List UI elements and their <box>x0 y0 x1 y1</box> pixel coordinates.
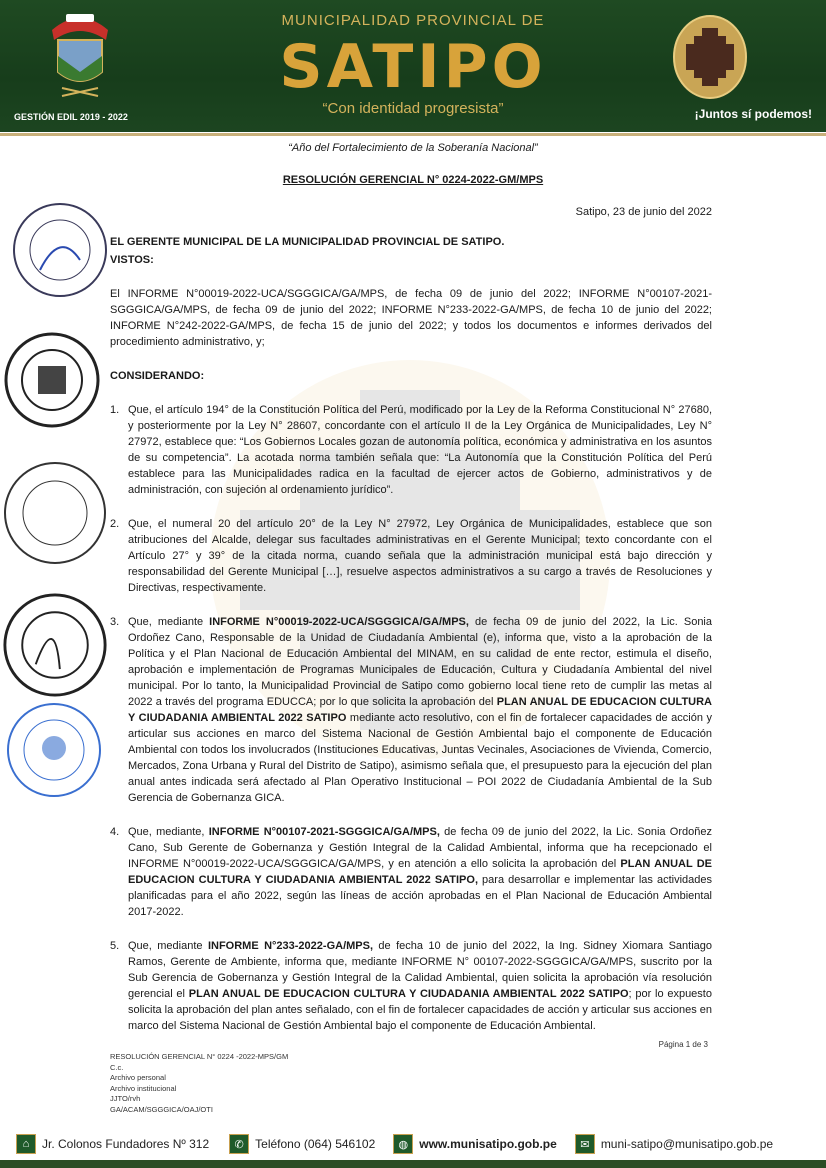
vistos-text: El INFORME N°00019-2022-UCA/SGGGICA/GA/MPS, de fecha 09 de junio del 2022; INFORME N°00107-2021-SGGGICA/GA/MPS, de fecha 09 de junio del 2022; INFORME N°233-2022-GA/MPS, de fecha 10 de junio del 2022; INFORME N°242-2022-GA/MPS, de fecha 15 de junio del 2022; y todos los documentos e informes derivados del procedimiento administrativo, y; <box>110 288 712 348</box>
bold-reference: PLAN ANUAL DE EDUCACION CULTURA Y CIUDADANIA AMBIENTAL 2022 SATIPO <box>128 696 712 724</box>
document-body <box>110 234 712 1034</box>
website-link[interactable]: www.munisatipo.gob.pe <box>419 1137 557 1151</box>
note-line: Archivo personal <box>110 1073 166 1082</box>
text-segment: ; por lo expuesto solicita la aprobación del plan antes señalado, con el fin de fortalecer capacidades de acción y articular sus acciones en marco del Sistema Nacional de Gestión Ambiental bajo el componente de Educación Ambiental. <box>128 988 712 1032</box>
distribution-notes <box>110 1052 288 1115</box>
address: Jr. Colonos Fundadores Nº 312 <box>42 1137 210 1151</box>
note-line: Archivo institucional <box>110 1083 177 1093</box>
text-segment: mediante acto resolutivo, con el fin de fortalecer capacidades de acción y articular sus acciones en marco del Sistema Nacional de Gestión Ambiental bajo el componente de Educación Ambiental con todos los involucrados (Instituciones Educativas, Juntas Vecinales, Asociaciones de Vivienda, Comercio, Mercados, Zona Urbana y Rural del Distrito de Satipo), asimismo señala que, el presupuesto para la ejecución del plan anual antes indicada será afectado al Plan Operativo Institucional – POI 2022 de Ciudadanía Ambiental de la Sub Gerencia de Gobernanza GICA. <box>128 712 712 804</box>
note-line: GA/ACAM/SGGGICA/OAJ/OTI <box>110 1104 213 1114</box>
administration-period: GESTIÓN EDIL 2019 - 2022 <box>14 112 128 122</box>
home-icon: ⌂ <box>16 1134 36 1154</box>
item-text <box>128 938 712 1034</box>
considerando-item-4 <box>110 824 712 920</box>
bold-reference: PLAN ANUAL DE EDUCACION CULTURA Y CIUDADANIA AMBIENTAL 2022 SATIPO <box>188 988 629 1000</box>
text-segment: para desarrollar e implementar las actividades planificadas para el año 2022, según las líneas de acción aprobadas en el Plan Nacional de Educación Ambiental 2017-2022. <box>128 874 712 918</box>
mail-icon: ✉ <box>575 1134 595 1154</box>
stamp-gerencia-municipal <box>10 200 110 300</box>
page-indicator: Página 1 de 3 <box>658 1040 708 1049</box>
email-link[interactable]: muni-satipo@munisatipo.gob.pe <box>600 1137 774 1151</box>
item-text <box>128 824 712 920</box>
item-text <box>128 402 712 498</box>
note-line: JJTO/rvh <box>110 1094 141 1103</box>
phone: Teléfono (064) 546102 <box>255 1137 376 1151</box>
item-number: 3. <box>110 616 120 628</box>
bold-reference: INFORME N°00019-2022-UCA/SGGGICA/GA/MPS, <box>209 616 469 628</box>
brand-wordmark: SATIPO <box>279 32 547 102</box>
text-segment: Que, el numeral 20 del artículo 20° de la Ley N° 27972, Ley Orgánica de Municipalidades, establece que son atribuciones del Alcalde, delegar sus facultades administrativas en el Gerente Municipal; texto concordante con el Artículo 27° y 39° de la citada norma, cuando señala que la administración municipal está bajo dirección y responsabilidad del Gerente Municipal […], resuelve aspectos administrativos a su cargo a través de Resoluciones y Directivas, respectivamente. <box>128 518 712 594</box>
addressee: EL GERENTE MUNICIPAL DE LA MUNICIPALIDAD PROVINCIAL DE SATIPO. <box>110 236 505 248</box>
footer-bar <box>0 1160 826 1168</box>
item-text <box>128 614 712 806</box>
organization-name: MUNICIPALIDAD PROVINCIAL DE <box>281 12 545 29</box>
text-segment: de fecha 09 de junio del 2022, la Lic. Sonia Ordoñez Cano, Responsable de la Unidad de Ciudadanía Ambiental (e), informa que, visto a la aprobación de la Política y el Plan Nacional de Educación Ambiental del MINAM, en su calidad de ente rector, estimula el diseño, aprobación e implementación de Programas Municipales de Educación, Cultura y Ciudadanía Ambiental del nivel municipal. Por lo tanto, la Municipalidad Provincial de Satipo como gobierno local tiene reto de cumplir las metas al 2022 a través del programa EDUCCA; por lo que solicita la aprobación del <box>128 616 712 708</box>
letterhead-banner <box>0 0 826 132</box>
considerando-item-2 <box>110 516 712 596</box>
bold-reference: INFORME N°00107-2021-SGGGICA/GA/MPS, <box>208 826 440 838</box>
item-number: 5. <box>110 940 120 952</box>
note-line: RESOLUCIÓN GERENCIAL N° 0224 -2022-MPS/GM <box>110 1052 289 1061</box>
note-line: C.c. <box>110 1062 124 1072</box>
resolution-number: RESOLUCIÓN GERENCIAL N° 0224-2022-GM/MPS <box>282 174 544 186</box>
document-date: Satipo, 23 de junio del 2022 <box>575 206 712 218</box>
phone-icon: ✆ <box>229 1134 249 1154</box>
text-segment: Que, el artículo 194° de la Constitución Política del Perú, modificado por la Ley de la Reforma Constitucional N° 27680, y posteriormente por la Ley N° 28607, concordante con el artículo II de la Ley Orgánica de Municipalidades, Ley N° 27972, establece que: “Los Gobiernos Locales gozan de autonomía política, económica y administrativa en los asuntos de su competencia”. La acotada norma también señala que: “La Autonomía que la Constitución Política del Perú establece para las Municipalidades radica en la facultad de ejercer actos de Gobierno, administrativos y de administración, con sujeción al ordenamiento jurídico”. <box>128 404 712 496</box>
stamp-vobo <box>2 592 108 698</box>
stamp-gerencia-ambiente <box>2 460 108 566</box>
vistos-heading: VISTOS: <box>110 254 154 266</box>
stamp-ciudadania-ambiental <box>4 700 104 800</box>
item-number: 2. <box>110 518 120 530</box>
text-segment: de fecha 09 de junio del 2022, la Lic. Sonia Ordoñez Cano, Sub Gerente de Gobernanza y Gestión Integral de la Calidad Ambiental, informa que ha recepcionado el INFORME N°00019-2022-UCA/SGGGICA/GA/MPS, y en atención a ello solicita la aprobación del <box>128 826 712 870</box>
contact-footer <box>0 1128 826 1160</box>
stamp-asesoria-legal <box>2 330 102 430</box>
item-number: 1. <box>110 404 120 416</box>
bold-reference: INFORME N°233-2022-GA/MPS, <box>207 940 374 952</box>
bold-reference: PLAN ANUAL DE EDUCACION CULTURA Y CIUDADANIA AMBIENTAL 2022 SATIPO, <box>128 858 712 886</box>
considerando-heading: CONSIDERANDO: <box>110 370 205 382</box>
item-text <box>128 516 712 596</box>
slogan: “Con identidad progresista” <box>322 100 504 117</box>
resolution-title <box>0 174 826 186</box>
item-number: 4. <box>110 826 120 838</box>
globe-icon: ◍ <box>393 1134 413 1154</box>
considerando-item-3 <box>110 614 712 806</box>
chakana-medal-logo <box>672 14 748 100</box>
text-segment: Que, mediante, <box>128 826 209 838</box>
text-segment: Que, mediante <box>128 940 208 952</box>
considerando-item-1 <box>110 402 712 498</box>
motto-right: ¡Juntos sí podemos! <box>694 107 812 121</box>
text-segment: Que, mediante <box>128 616 210 628</box>
considerando-item-5 <box>110 938 712 1034</box>
year-motto: “Año del Fortalecimiento de la Soberanía Nacional” <box>288 142 538 154</box>
text-segment: de fecha 10 de junio del 2022, la Ing. Sidney Xiomara Santiago Ramos, Gerente de Ambiente, informa que, mediante INFORME N° 00107-2022-SGGGICA/GA/MPS, suscrito por la Sub Gerencia de Gobernanza y Gestión Integral de la Calidad Ambiental, quien solicita la aprobación vía resolución gerencial el <box>128 940 712 1000</box>
